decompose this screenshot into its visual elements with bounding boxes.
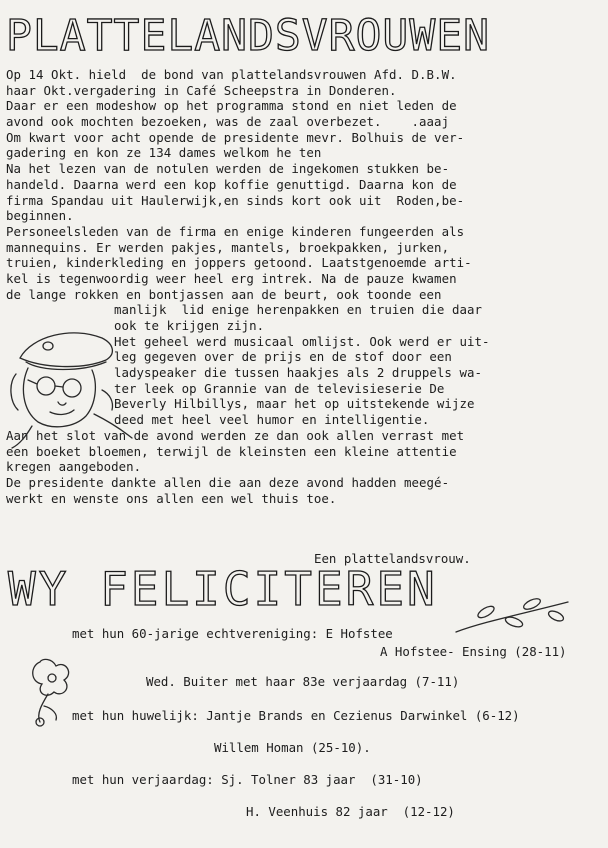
article-line: een boeket bloemen, terwijl de kleinsten een kleine attentie [6, 443, 457, 459]
article-line: kregen aangeboden. [6, 459, 142, 475]
article-line: kel is tegenwoordig weer heel erg intrek. Na de pauze kwamen [6, 270, 457, 286]
article-line: mannequins. Er werden pakjes, mantels, broekpakken, jurken, [6, 239, 450, 255]
article-line: beginnen. [6, 208, 74, 224]
congrats-title: WY FELICITEREN [8, 562, 438, 616]
congrats-line: met hun huwelijk: Jantje Brands en Cezienus Darwinkel (6-12) [72, 708, 520, 723]
article-line: manlijk lid enige herenpakken en truien die daar [114, 302, 482, 318]
leaf-sprig-sketch [452, 592, 572, 636]
article-line: werkt en wenste ons allen een wel thuis toe. [6, 490, 337, 506]
article-line: handeld. Daarna werd een kop koffie genuttigd. Daarna kon de [6, 176, 457, 192]
article-line: Aan het slot van de avond werden ze dan ook allen verrast met [6, 427, 465, 443]
article-line: Daar er een modeshow op het programma stond en niet leden de [6, 98, 457, 114]
congrats-line: met hun 60-jarige echtvereniging: E Hofstee [72, 626, 393, 641]
article-line: Op 14 Okt. hield de bond van plattelandsvrouwen Afd. D.B.W. [6, 67, 457, 82]
congrats-line: Willem Homan (25-10). [214, 740, 371, 755]
article-line: Om kwart voor acht opende de presidente mevr. Bolhuis de ver- [6, 129, 465, 145]
article-line: Na het lezen van de notulen werden de ingekomen stukken be- [6, 161, 450, 177]
article-line: haar Okt.vergadering in Café Scheepstra in Donderen. [6, 82, 397, 98]
congrats-line: Wed. Buiter met haar 83e verjaardag (7-11) [146, 674, 460, 689]
article-line: De presidente dankte allen die aan deze avond hadden meegé- [6, 474, 450, 490]
article-line: firma Spandau uit Haulerwijk,en sinds kort ook uit Roden,be- [6, 192, 465, 208]
congrats-line: H. Veenhuis 82 jaar (12-12) [246, 804, 455, 819]
article-line: Het geheel werd musicaal omlijst. Ook werd er uit- [114, 333, 490, 349]
article-line: ter leek op Grannie van de televisieserie De [114, 380, 445, 396]
article-line: avond ook mochten bezoeken, was de zaal overbezet. .aaaj [6, 114, 450, 130]
article-line: gadering en kon ze 134 dames welkom he ten [6, 145, 322, 161]
congrats-line: met hun verjaardag: Sj. Tolner 83 jaar (31-10) [72, 772, 423, 787]
signature: Een plattelandsvrouw. [314, 551, 471, 566]
article-line: Personeelsleden van de firma en enige kinderen fungeerden als [6, 223, 465, 239]
article-line: deed met heel veel humor en intelligentie. [114, 412, 430, 428]
article-line: de lange rokken en bontjassen aan de beurt, ook toonde een [6, 286, 442, 302]
woman-portrait-sketch [2, 318, 138, 450]
page-title: PLATTELANDSVROUWEN [6, 11, 490, 61]
article-line: truien, kinderkleding en joppers getoond. Laatstgenoemde arti- [6, 255, 472, 271]
article-line: ladyspeaker die tussen haakjes als 2 druppels wa- [114, 365, 482, 381]
article-line: ook te krijgen zijn. [114, 318, 265, 333]
article-line: Beverly Hilbillys, maar het op uitstekende wijze [114, 396, 475, 412]
congrats-line: A Hofstee- Ensing (28-11) [380, 644, 567, 659]
article-line: leg gegeven over de prijs en de stof door een [114, 349, 452, 365]
